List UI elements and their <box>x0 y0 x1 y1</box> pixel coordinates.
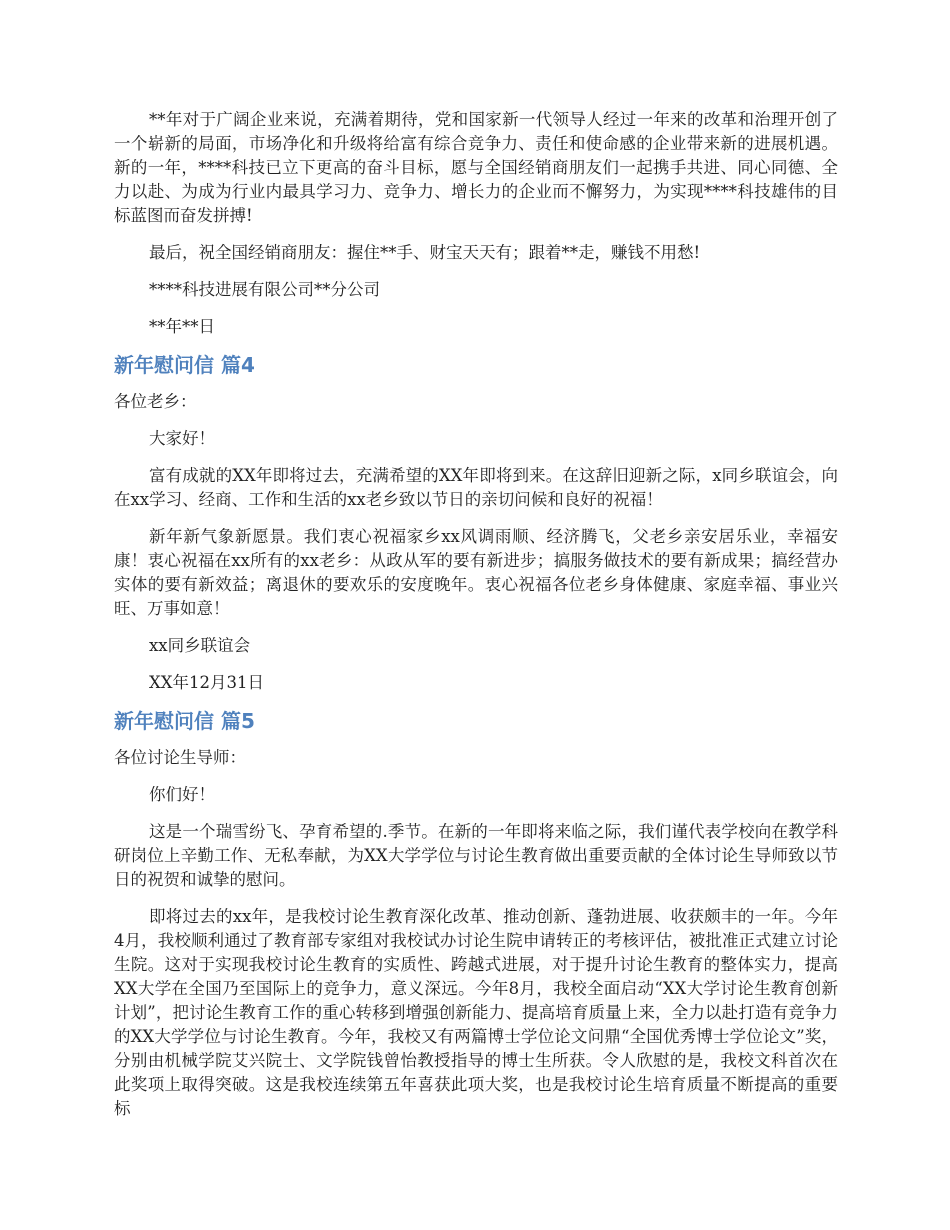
intro-paragraph: **年对于广阔企业来说，充满着期待，党和国家新一代领导人经过一年来的改革和治理开创了一个崭新的局面，市场净化和升级将给富有综合竞争力、责任和使命感的企业带来新的进展机遇。新的一年，****科技已立下更高的奋斗目标，愿与全国经销商朋友们一起携手共进、同心同德、全力以赴、为成为行业内最具学习力、竞争力、增长力的企业而不懈努力，为实现****科技雄伟的目标蓝图而奋发拼搏! <box>114 110 838 225</box>
section-5-heading: 新年慰问信 篇5 <box>114 709 255 733</box>
section-5-paragraph: 即将过去的xx年，是我校讨论生教育深化改革、推动创新、蓬勃进展、收获颇丰的一年。今年4月，我校顺利通过了教育部专家组对我校试办讨论生院申请转正的考核评估，被批准正式建立讨论生院。这对于实现我校讨论生教育的实质性、跨越式进展，对于提升讨论生教育的整体实力，提高XX大学在全国乃至国际上的竞争力，意义深远。今年8月，我校全面启动“XX大学讨论生教育创新计划”，把讨论生教育工作的重心转移到增强创新能力、提高培育质量上来，全力以赴打造有竞争力的XX大学学位与讨论生教育。今年，我校又有两篇博士学位论文问鼎“全国优秀博士学位论文”奖，分别由机械学院艾兴院士、文学院钱曾怡教授指导的博士生所获。令人欣慰的是，我校文科首次在此奖项上取得突破。这是我校连续第五年喜获此项大奖，也是我校讨论生培育质量不断提高的重要标 <box>114 907 838 1118</box>
section-4-greeting: 大家好！ <box>149 429 215 448</box>
section-5-salutation: 各位讨论生导师： <box>114 748 246 767</box>
section-4-salutation: 各位老乡： <box>114 392 197 411</box>
intro-signature: ****科技进展有限公司**分公司 <box>149 280 380 299</box>
document-page <box>114 108 838 1134</box>
section-4-date: XX年12月31日 <box>149 673 264 692</box>
section-4-paragraph: 新年新气象新愿景。我们衷心祝福家乡xx风调雨顺、经济腾飞，父老乡亲安居乐业，幸福安康！衷心祝福在xx所有的xx老乡：从政从军的要有新进步；搞服务做技术的要有新成果；搞经营办实体的要有新效益；离退休的要欢乐的安度晚年。衷心祝福各位老乡身体健康、家庭幸福、事业兴旺、万事如意！ <box>114 527 838 618</box>
intro-blessing: 最后，祝全国经销商朋友：握住**手、财宝天天有；跟着**走，赚钱不用愁! <box>149 243 701 262</box>
section-5-paragraph: 这是一个瑞雪纷飞、孕育希望的.季节。在新的一年即将来临之际，我们谨代表学校向在教学科研岗位上辛勤工作、无私奉献，为XX大学学位与讨论生教育做出重要贡献的全体讨论生导师致以节日的祝贺和诚挚的慰问。 <box>114 822 838 889</box>
section-5-greeting: 你们好！ <box>149 785 215 804</box>
intro-date: **年**日 <box>149 317 215 336</box>
section-4-paragraph: 富有成就的XX年即将过去，充满希望的XX年即将到来。在这辞旧迎新之际，x同乡联谊会，向在xx学习、经商、工作和生活的xx老乡致以节日的亲切问候和良好的祝福！ <box>114 466 838 509</box>
section-4-signature: xx同乡联谊会 <box>149 636 251 655</box>
section-4-heading: 新年慰问信 篇4 <box>114 353 255 377</box>
